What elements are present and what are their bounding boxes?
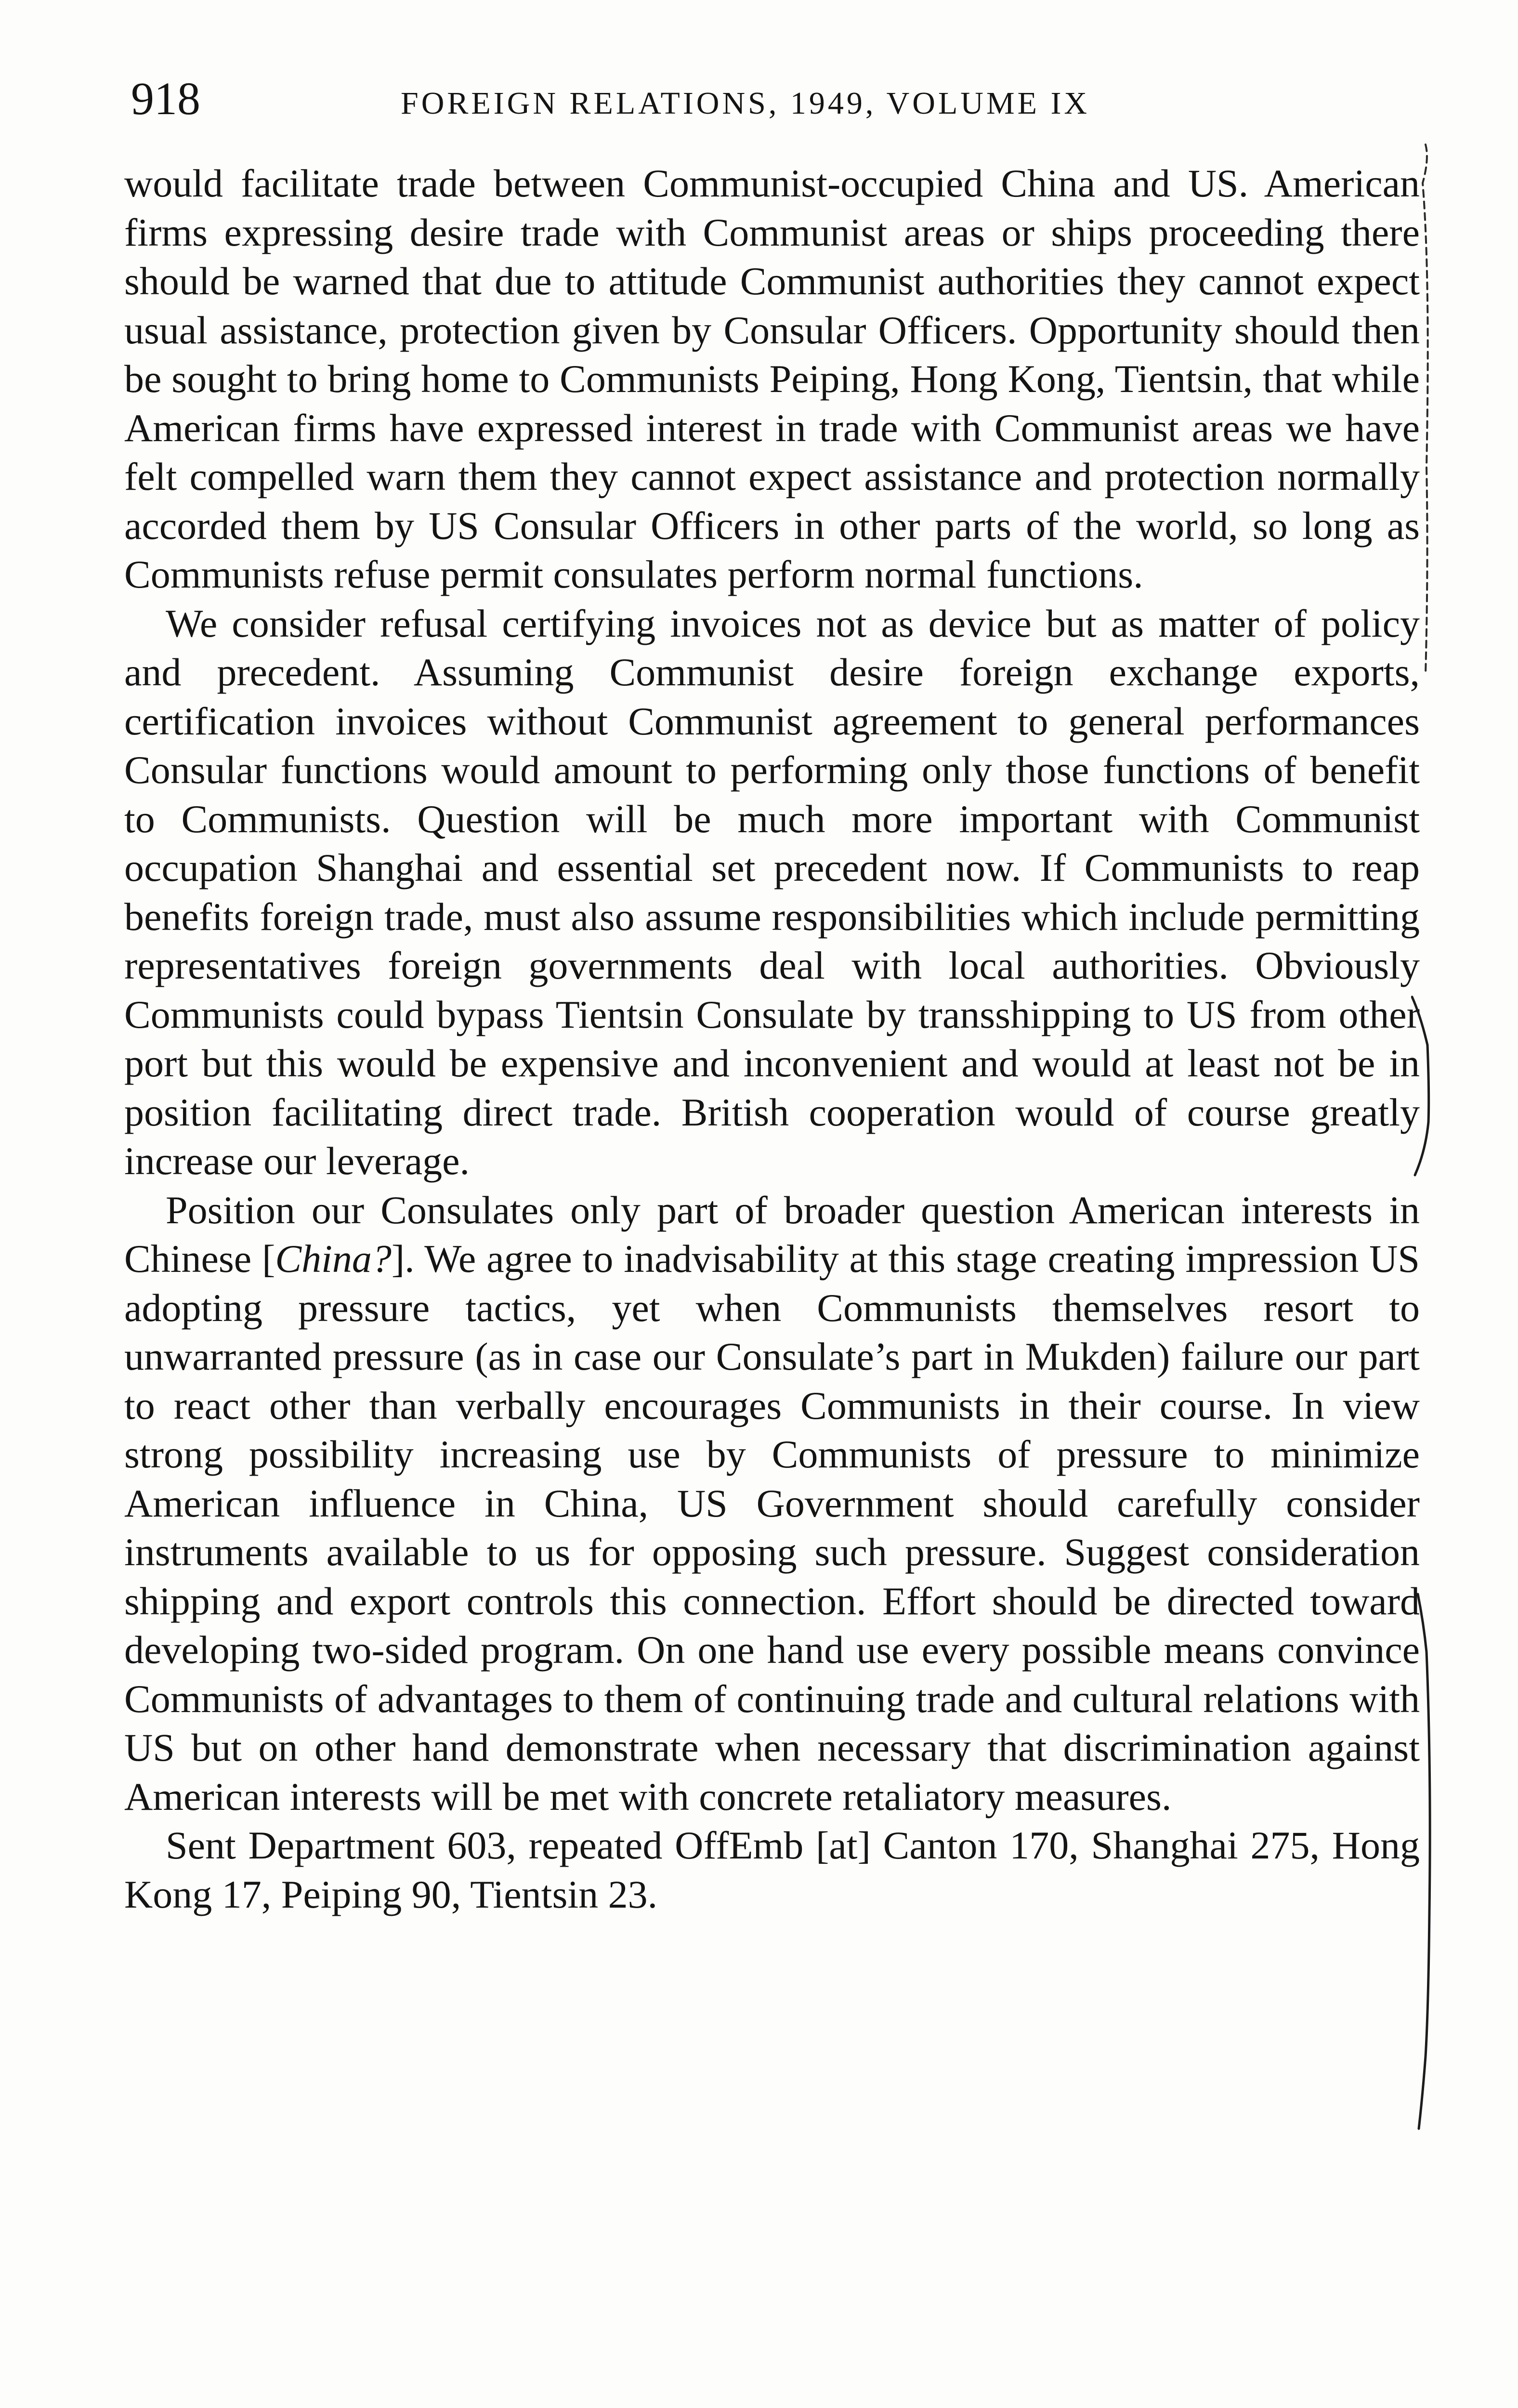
running-head: FOREIGN RELATIONS, 1949, VOLUME IX — [401, 86, 1090, 121]
page-header — [131, 67, 1412, 130]
paragraph-3-text-a: Position our Consulates only part of broader question American interests in Chinese [ — [124, 1188, 1420, 1281]
body-text — [124, 159, 1420, 1919]
paragraph-1: would facilitate trade between Communist-occupied China and US. American firms expressing desire trade with Communist areas or ships proceeding there should be warned that due to attitude Communist authorities they cannot expect usual assistance, protection given by Consular Officers. Opportunity should then be sought to bring home to Communists Peiping, Hong Kong, Tientsin, that while American firms have expressed interest in trade with Communist areas we have felt compelled warn them they cannot expect assistance and protection normally accorded them by US Consular Officers in other parts of the world, so long as Communists refuse permit consulates perform normal functions. — [124, 161, 1420, 596]
paragraph-3-italic: China? — [275, 1237, 392, 1281]
paragraph-3-text-b: ]. We agree to inadvisability at this stage creating impression US adopting pressure tactics, yet when Communists themselves resort to unwarranted pressure (as in case our Consulate’s part in Mukden) failure our part to react other than verbally encourages Communists in their course. In view strong possibility increasing use by Communists of pressure to minimize American influence in China, US Government should carefully consider instruments available to us for opposing such pressure. Suggest consideration shipping and export controls this connection. Effort should be directed toward developing two-sided program. On one hand use every possible means convince Communists of advantages to them of continuing trade and cultural relations with US but on other hand demonstrate when necessary that discrimination against American interests will be met with concrete retaliatory measures. — [124, 1237, 1420, 1819]
page-number: 918 — [131, 73, 200, 124]
margin-bracket-1 — [1423, 144, 1428, 674]
margin-bracket-2 — [1412, 997, 1429, 1175]
margin-marks-drawing — [1411, 130, 1459, 2201]
paragraph-4: Sent Department 603, repeated OffEmb [at] Canton 170, Shanghai 275, Hong Kong 17, Peiping 90, Tientsin 23. — [124, 1823, 1420, 1916]
margin-marks — [1411, 130, 1459, 2201]
paragraph-3 — [124, 1186, 1420, 1821]
paragraph-2: We consider refusal certifying invoices not as device but as matter of policy and precedent. Assuming Communist desire foreign exchange exports, certification invoices without Communist agreement to general performances Consular functions would amount to performing only those functions of benefit to Communists. Question will be much more important with Communist occupation Shanghai and essential set precedent now. If Communists to reap benefits foreign trade, must also assume responsibilities which include permitting representatives foreign governments deal with local authorities. Obviously Communists could bypass Tientsin Consulate by transshipping to US from other port but this would be expensive and inconvenient and would at least not be in position facilitating direct trade. British cooperation would of course greatly increase our leverage. — [124, 601, 1420, 1183]
margin-bracket-3 — [1418, 1594, 1430, 2129]
